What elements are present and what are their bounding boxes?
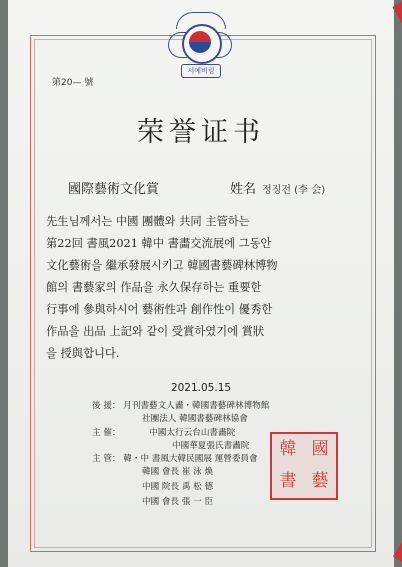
credit-text: 韓・中 書風大韓民國展 運營委員會 — [123, 454, 258, 464]
body-line: 館의 書藝家의 作品을 永久保存하는 重要한 — [46, 281, 262, 294]
credit-text: 中國 院長 禹 松 德 — [142, 482, 214, 492]
emblem-logo — [168, 12, 232, 78]
seal-char: 藝 — [311, 471, 329, 491]
credit-row — [92, 400, 269, 413]
red-seal-stamp — [270, 432, 338, 500]
emblem-plate: 서예비림 — [181, 64, 221, 78]
credit-row — [142, 466, 213, 479]
credit-row — [92, 453, 258, 466]
credit-text: 月刊書藝文人畵・韓國書藝碑林博物館 — [123, 401, 270, 411]
name-label: 姓名 — [230, 182, 257, 197]
body-line: 作品을 出品 上記와 같이 受賞하였기에 賞狀 — [46, 325, 265, 338]
credit-role: 主 催： — [92, 428, 121, 438]
credit-role: 後 援： — [92, 401, 121, 411]
credit-text: 中國 會長 張 一 臣 — [142, 497, 214, 507]
credit-text: 中國太行云台山書畵院 — [149, 428, 236, 438]
seal-char: 國 — [311, 439, 329, 459]
credit-row — [92, 427, 235, 440]
credit-row — [142, 413, 248, 426]
credit-role: 主 管： — [92, 454, 121, 464]
certificate-title: 荣誉证书 — [137, 117, 265, 148]
issue-date: 2021.05.15 — [170, 382, 232, 394]
award-name: 國際藝術文化賞 — [68, 182, 160, 197]
credit-text: 中國華夏張氏書畵院 — [172, 441, 250, 451]
body-line: 先生님께서는 中國 團體와 共同 主管하는 — [46, 215, 250, 228]
body-line: 第22回 書風2021 韓中 書畵交流展에 그동안 — [46, 237, 272, 250]
certificate-body — [46, 211, 364, 365]
credit-row — [172, 440, 249, 453]
document-number: 第20— 號 — [52, 78, 94, 88]
seal-char: 書 — [279, 471, 297, 491]
seal-char: 韓 — [279, 439, 297, 459]
body-line: 文化藝術을 繼承發展시키고 韓國書藝碑林博物 — [46, 259, 278, 272]
recipient-name: 정징전 (李 会) — [262, 185, 326, 196]
credit-row — [142, 496, 213, 509]
taegeuk-icon — [189, 31, 211, 53]
body-line: 을 授與합니다. — [46, 347, 120, 360]
red-ribbon-bottom — [393, 497, 402, 567]
body-line: 行事에 參與하시어 藝術性과 創作性이 優秀한 — [46, 303, 273, 316]
credit-row — [142, 481, 213, 494]
credit-text: 韓國 會長 崔 泳 煥 — [142, 467, 214, 477]
credit-text: 社團法人 韓國書藝碑林協會 — [142, 414, 248, 424]
